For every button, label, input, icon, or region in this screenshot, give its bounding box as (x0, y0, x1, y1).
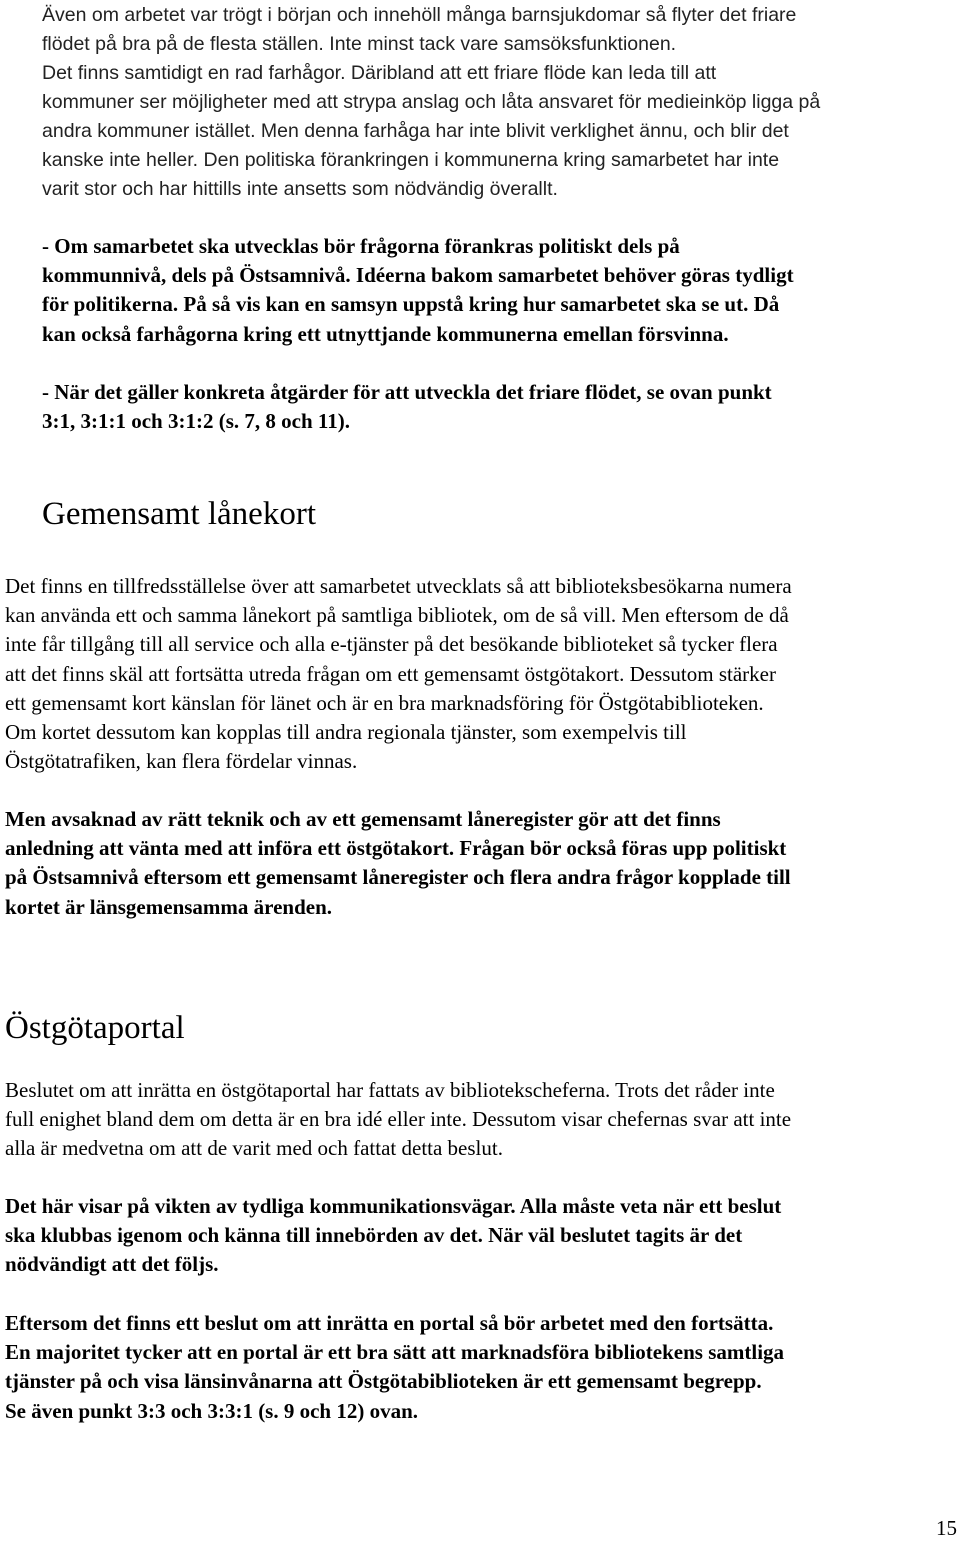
intro-paragraph (42, 1, 820, 204)
lanekort-bold-paragraph (5, 805, 791, 922)
recommendation-political-anchoring (42, 232, 794, 349)
portal-bold-paragraph-communication (5, 1192, 781, 1280)
lanekort-paragraph (5, 572, 792, 776)
text-line: kommuner ser möjligheter med att strypa anslag och låta ansvaret för medieinköp ligga på (42, 91, 821, 113)
text-line: kommunnivå, dels på Östsamnivå. Idéerna bakom samarbetet behöver göras tydligt (42, 263, 794, 288)
text-line: Se även punkt 3:3 och 3:3:1 (s. 9 och 12) ovan. (5, 1398, 419, 1423)
text-line: att det finns skäl att fortsätta utreda frågan om ett gemensamt östgötakort. Dessutom stärker (5, 661, 776, 686)
section-heading-portal: Östgötaportal (5, 1010, 185, 1046)
text-line: för politikerna. På så vis kan en samsyn uppstå kring hur samarbetet ska se ut. Då (42, 292, 780, 317)
text-line: kan också farhågorna kring ett utnyttjande kommunerna emellan försvinna. (42, 321, 729, 346)
portal-bold-paragraph-continue (5, 1309, 784, 1426)
text-line: ett gemensamt kort känslan för länet och är en bra marknadsföring för Östgötabiblioteken. (5, 690, 764, 715)
text-line: Beslutet om att inrätta en östgötaportal har fattats av bibliotekscheferna. Trots det råder inte (5, 1078, 775, 1102)
text-line: på Östsamnivå eftersom ett gemensamt låneregister och flera andra frågor kopplade till (5, 865, 791, 890)
text-line: Men avsaknad av rätt teknik och av ett gemensamt låneregister gör att det finns (5, 807, 721, 831)
text-line: andra kommuner istället. Men denna farhåga har inte blivit verklighet ännu, och blir det (42, 120, 789, 142)
text-line: Om kortet dessutom kan kopplas till andra regionala tjänster, som exempelvis till (5, 720, 687, 745)
text-line: tjänster på och visa länsinvånarna att Östgötabiblioteken är ett gemensamt begrepp. (5, 1369, 762, 1394)
text-line: - Om samarbetet ska utvecklas bör frågorna förankras politiskt dels på (42, 234, 680, 258)
text-line: anledning att vänta med att införa ett östgötakort. Frågan bör också föras upp politiskt (5, 836, 787, 861)
recommendation-concrete-measures (42, 378, 772, 436)
text-line: full enighet bland dem om detta är en bra idé eller inte. Dessutom visar chefernas svar att inte (5, 1107, 792, 1132)
text-line: Östgötatrafiken, kan flera fördelar vinnas. (5, 749, 358, 774)
text-line: alla är medvetna om att de varit med och fattat detta beslut. (5, 1136, 503, 1161)
portal-paragraph (5, 1076, 791, 1164)
text-line: kan använda ett och samma lånekort på samtliga bibliotek, om de så vill. Men eftersom de då (5, 603, 789, 628)
text-line: Det finns en tillfredsställelse över att samarbetet utvecklats så att biblioteksbesökarna numera (5, 574, 792, 598)
text-line: flödet på bra på de flesta ställen. Inte minst tack vare samsöksfunktionen. (42, 33, 677, 55)
page-number: 15 (936, 1516, 957, 1540)
text-line: nödvändigt att det följs. (5, 1252, 219, 1277)
text-line: Det finns samtidigt en rad farhågor. Däribland att ett friare flöde kan leda till att (42, 62, 717, 84)
text-line: kortet är länsgemensamma ärenden. (5, 894, 333, 919)
text-line: kanske inte heller. Den politiska förankringen i kommunerna kring samarbetet har inte (42, 149, 780, 171)
text-line: En majoritet tycker att en portal är ett bra sätt att marknadsföra bibliotekens samtliga (5, 1340, 785, 1365)
text-line: 3:1, 3:1:1 och 3:1:2 (s. 7, 8 och 11). (42, 409, 350, 434)
section-heading-lanekort: Gemensamt lånekort (42, 496, 316, 532)
text-line: Även om arbetet var trögt i början och innehöll många barnsjukdomar så flyter det friare (42, 4, 797, 26)
text-line: varit stor och har hittills inte ansetts som nödvändig överallt. (42, 178, 558, 200)
text-line: inte får tillgång till all service och alla e-tjänster på det besökande biblioteket så tycker flera (5, 632, 778, 657)
text-line: Eftersom det finns ett beslut om att inrätta en portal så bör arbetet med den fortsätta. (5, 1311, 774, 1335)
text-line: Det här visar på vikten av tydliga kommunikationsvägar. Alla måste veta när ett beslut (5, 1194, 782, 1218)
text-line: - När det gäller konkreta åtgärder för att utveckla det friare flödet, se ovan punkt (42, 380, 772, 404)
text-line: ska klubbas igenom och känna till innebörden av det. När väl beslutet tagits är det (5, 1223, 743, 1248)
